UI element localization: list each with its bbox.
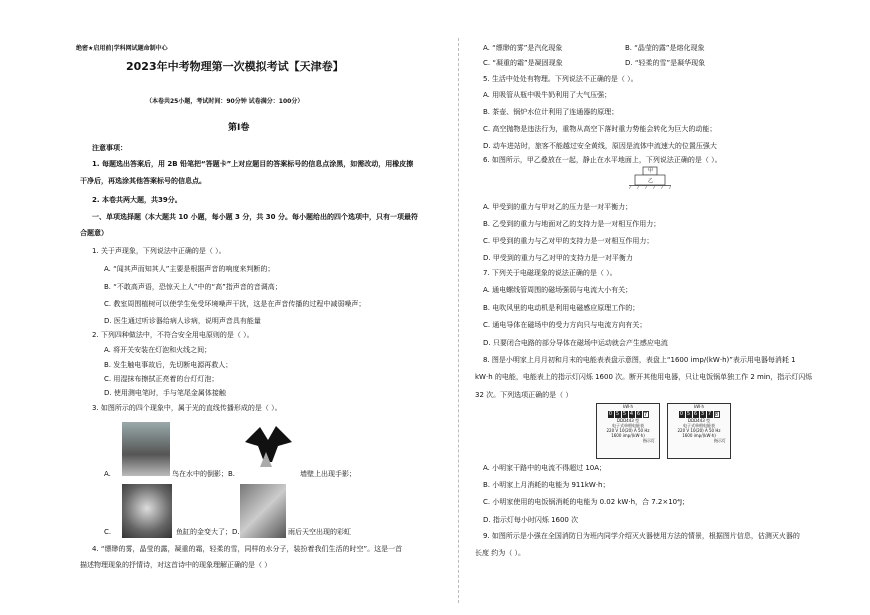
q7-option-d: D. 只要闭合电路的部分导体在磁场中运动就会产生感应电流 [483, 339, 668, 347]
q3-a-label: A. [104, 470, 111, 478]
q3-c-label: C. [104, 528, 112, 536]
q8-option-c: C. 小明家使用的电饭锅消耗的电能为 0.02 kW·h，合 7.2×10⁴J； [483, 498, 690, 506]
q4-option-b: B. “晶莹的露”是熔化现象 [625, 44, 705, 52]
q2-option-a: A. 将开关安装在灯泡和火线之间； [104, 346, 212, 354]
meter-2-digit: 6 [693, 411, 698, 417]
section-1-a: 一、单项选择题（本大题共 10 小题，每小题 3 分，共 30 分。每小题给出的四个选项中，只有一项最符 [92, 213, 418, 221]
q5-option-a: A. 用吸管从瓶中吸牛奶利用了大气压强； [483, 91, 612, 99]
meter-2-digit: 8 [714, 412, 719, 418]
meter-2-digit: 0 [679, 411, 684, 417]
q8-option-a: A. 小明家干路中的电流不得超过 10A； [483, 464, 607, 472]
q8-option-d: D. 指示灯每小时闪烁 1600 次 [483, 516, 579, 524]
q1-option-b: B. “不敢高声语，恐惊天上人”中的“高”指声音的音调高； [104, 283, 282, 291]
meter-1-digit: 5 [622, 411, 627, 417]
q6-option-a: A. 甲受到的重力与甲对乙的压力是一对平衡力； [483, 203, 633, 211]
meter-1-digit: 7 [643, 412, 648, 418]
q6-option-d: D. 甲受到的重力与乙对甲的支持力是一对平衡力 [483, 254, 633, 262]
q6-option-b: B. 乙受到的重力与地面对乙的支持力是一对相互作用力； [483, 220, 661, 228]
q2-option-d: D. 使用测电笔时，手与笔尾金属体接触 [104, 389, 226, 397]
meter-1-digit: 5 [615, 411, 620, 417]
q3-d-text: 雨后天空出现的彩虹 [288, 528, 351, 536]
meter-1-unit: kW·h [622, 404, 634, 409]
fish-tank-image [122, 484, 172, 538]
q7-stem: 7. 下列关于电磁现象的说法正确的是（ ）。 [483, 269, 617, 277]
q4-option-a: A. “缥缈的雾”是汽化现象 [483, 44, 563, 52]
exam-info: （本卷共25小题，考试时间：90分钟 试卷满分：100分） [146, 98, 304, 105]
q5-stem: 5. 生活中处处有物理。下列说法不正确的是（ ）。 [483, 75, 638, 83]
meter-end [667, 403, 731, 459]
q3-a-text: 鸟在水中的倒影；B. [172, 470, 236, 478]
rainbow-image [240, 484, 286, 538]
q3-c-text: 鱼缸的金变大了；D. [176, 528, 240, 536]
meter-2-unit: kW·h [693, 404, 705, 409]
q8-line-a: 8. 图是小明家上月月初和月末的电能表表盘示意图，表盘上“1600 imp/(kW·h)”表示用电器每消耗 1 [483, 356, 796, 364]
q5-option-c: C. 高空抛物是违法行为，重物从高空下落时重力势能会转化为巨大的动能； [483, 125, 717, 133]
q6-option-c: C. 甲受到的重力与乙对甲的支持力是一对相互作用力； [483, 237, 654, 245]
meter-1-lamp: 指示灯 [643, 438, 655, 443]
notes-heading: 注意事项： [92, 144, 127, 152]
note-1a: 1. 每题选出答案后，用 2B 铅笔把“答题卡”上对应题目的答案标号的信息点涂黑，如需改动，用橡皮擦 [92, 160, 414, 168]
q5-option-d: D. 动车进站时，旅客不能越过安全黄线，原因是流体中流速大的位置压强大 [483, 142, 717, 150]
q8-option-b: B. 小明家上月消耗的电能为 911kW·h； [483, 481, 610, 489]
q1-option-a: A. “闻其声而知其人”主要是根据声音的响度来判断的； [104, 265, 275, 273]
q4-line-a: 4. “缥缈的雾，晶莹的露，凝重的霜，轻柔的雪，同样的水分子，装扮着我们生活的时空”。这是一首 [92, 545, 403, 553]
q5-option-b: B. 茶壶、锅炉水位计利用了连通器的原理； [483, 108, 619, 116]
meter-2-model: DDD443 型 [687, 418, 711, 423]
q1-stem: 1. 关于声现象，下列说法中正确的是（ ）。 [92, 247, 226, 255]
q3-stem: 3. 如图所示的四个现象中，属于光的直线传播形成的是（ ）。 [92, 404, 282, 412]
hand-shadow-image [240, 422, 296, 472]
q8-line-b: kW·h 的电能，电能表上的指示灯闪烁 1600 次。断开其他用电器，只让电饭锅单独工作 2 min，指示灯闪烁 [475, 373, 813, 381]
meter-2-digit: 3 [700, 411, 705, 417]
q3-b-text: 墙壁上出现手影； [300, 470, 356, 478]
meter-2-digit: 7 [707, 411, 712, 417]
q6-stem: 6. 如图所示，甲乙叠放在一起，静止在水平地面上，下列说法正确的是（ ）。 [483, 156, 722, 164]
block-bottom-label: 乙 [648, 178, 654, 184]
q7-option-c: C. 通电导体在磁场中的受力方向只与电流方向有关； [483, 321, 647, 329]
q9-line-a: 9. 如图所示是小强在全国消防日为班内同学介绍灭火器使用方法的情景，根据图片信息，估测灭火器的 [483, 532, 800, 540]
q7-option-a: A. 通电螺线管周围的磁场强弱与电流大小有关； [483, 286, 633, 294]
exam-title: 2023年中考物理第一次模拟考试【天津卷】 [126, 60, 344, 73]
meter-2-spec: 220 V 10(20) A 50 Hz [677, 428, 721, 433]
meter-2-digit: 5 [686, 411, 691, 417]
right-column [435, 0, 870, 615]
q7-option-b: B. 电吹风里的电动机是利用电磁感应原理工作的； [483, 304, 640, 312]
bird-reflection-image [122, 422, 170, 476]
meter-2-lamp: 指示灯 [714, 438, 726, 443]
q4-option-c: C. “凝重的霜”是凝固现象 [483, 59, 563, 67]
q1-option-c: C. 教室周围植树可以使学生免受环境噪声干扰，这是在声音传播的过程中减弱噪声； [104, 300, 366, 308]
q2-stem: 2. 下列四种做法中，不符合安全用电原则的是（ ）。 [92, 331, 254, 339]
meter-start [596, 403, 660, 459]
q2-option-c: C. 用湿抹布擦拭正亮着的台灯灯泡； [104, 375, 219, 383]
q4-line-b: 描述物理现象的抒情诗，对这首诗中的现象理解正确的是（ ） [80, 561, 272, 569]
volume-heading: 第Ⅰ卷 [228, 123, 250, 133]
meter-2-desc: 电子式单相电能表 [683, 423, 715, 428]
q8-line-c: 32 次。下列选项正确的是（ ） [475, 391, 573, 399]
meter-2-imp: 1600 imp/(kW·h) [682, 433, 716, 438]
q2-option-b: B. 发生触电事故后，先切断电源再救人； [104, 361, 233, 369]
q9-line-b: 长度 约为（ ）。 [475, 549, 525, 557]
meter-1-spec: 220 V 10(20) A 50 Hz [606, 428, 650, 433]
note-1b: 干净后，再选涂其他答案标号的信息点。 [80, 177, 206, 185]
section-1-b: 合题意） [80, 229, 108, 237]
meter-1-digit: 6 [636, 411, 641, 417]
meter-1-desc: 电子式单相电能表 [612, 423, 644, 428]
meter-1-digits [603, 411, 653, 418]
q1-option-d: D. 医生通过听诊器给病人诊病，说明声音具有能量 [104, 317, 261, 325]
secret-label: 绝密★启用前|学科网试题命制中心 [76, 45, 168, 52]
meter-1-digit: 0 [608, 411, 613, 417]
meter-1-model: DDD443 型 [616, 418, 640, 423]
q4-option-d: D. “轻柔的雪”是凝华现象 [625, 59, 706, 67]
meter-2-digits [674, 411, 724, 418]
block-top-label: 甲 [648, 168, 654, 174]
note-2: 2. 本卷共两大题，共39分。 [92, 196, 182, 204]
meter-1-digit: 4 [629, 411, 634, 417]
meter-1-imp: 1600 imp/(kW·h) [611, 433, 645, 438]
